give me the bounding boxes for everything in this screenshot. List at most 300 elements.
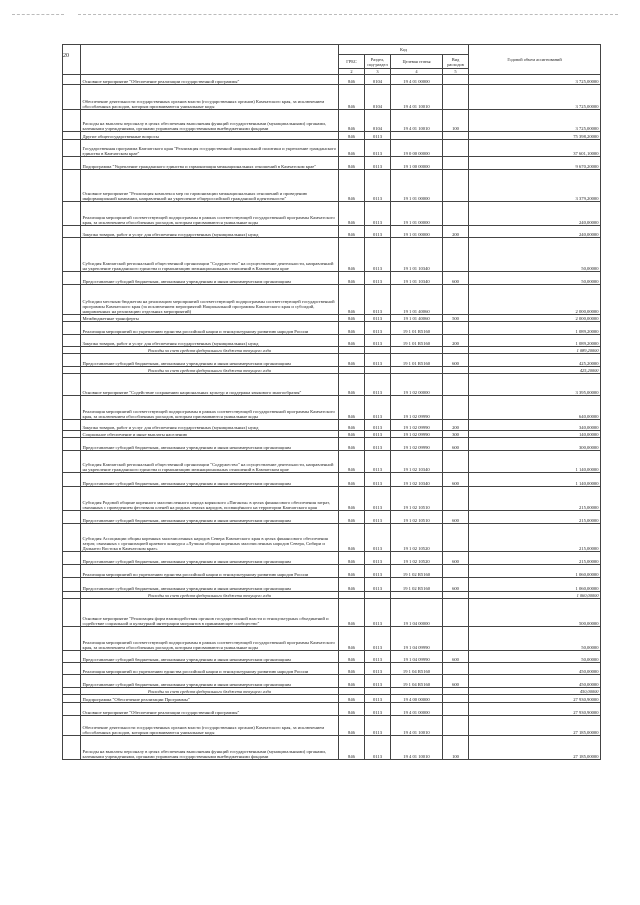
amount-cell: 340,00000 bbox=[469, 420, 601, 431]
expense-type-cell bbox=[443, 396, 469, 420]
item-name-cell: Межбюджетные трансферты bbox=[81, 315, 339, 322]
grbs-cell: 846 bbox=[339, 627, 365, 651]
section-cell: 0113 bbox=[365, 315, 391, 322]
spacer-cell bbox=[63, 565, 81, 578]
grbs-cell: 846 bbox=[339, 85, 365, 110]
table-row bbox=[63, 487, 601, 511]
expense-type-cell bbox=[443, 75, 469, 85]
section-cell: 0113 bbox=[365, 675, 391, 688]
spacer-cell bbox=[63, 552, 81, 565]
table-row bbox=[63, 354, 601, 367]
budget-table bbox=[62, 44, 601, 760]
amount-cell: 27 930,90000 bbox=[469, 695, 601, 703]
target-article-cell bbox=[391, 347, 443, 354]
item-name-cell: Расходы за счет средств федерального бюджета текущего года bbox=[81, 347, 339, 354]
table-row bbox=[63, 663, 601, 675]
grbs-cell: 846 bbox=[339, 565, 365, 578]
table-row bbox=[63, 420, 601, 431]
section-cell: 0113 bbox=[365, 322, 391, 335]
table-row bbox=[63, 315, 601, 322]
target-article-cell: 19 1 02 10510 bbox=[391, 487, 443, 511]
amount-cell: 640,00000 bbox=[469, 396, 601, 420]
spacer-cell bbox=[63, 347, 81, 354]
item-name-cell: Основное мероприятие "Обеспечение реализации государственной программы" bbox=[81, 75, 339, 85]
target-article-cell: 19 1 02 09990 bbox=[391, 420, 443, 431]
expense-type-cell: 300 bbox=[443, 431, 469, 438]
spacer-cell bbox=[63, 140, 81, 157]
section-cell: 0113 bbox=[365, 663, 391, 675]
index-cell: 4 bbox=[391, 69, 443, 75]
table-row bbox=[63, 695, 601, 703]
page-number: 20 bbox=[63, 53, 69, 59]
spacer-cell bbox=[63, 157, 81, 170]
item-name-cell: Обеспечение деятельности государственных органов власти (государственных органов) Камчатского края, за исключением обособленных расходов, которым присваиваются уникальные коды bbox=[81, 716, 339, 736]
expense-type-cell: 600 bbox=[443, 578, 469, 592]
expense-type-cell bbox=[443, 716, 469, 736]
item-name-cell: Предоставление субсидий бюджетным, автономным учреждениям и иным некоммерческим организациям bbox=[81, 675, 339, 688]
target-article-cell: 19 1 02 R5160 bbox=[391, 578, 443, 592]
spacer-cell bbox=[63, 170, 81, 202]
index-cell: 3 bbox=[365, 69, 391, 75]
section-cell: 0113 bbox=[365, 354, 391, 367]
target-article-cell: 19 4 01 10010 bbox=[391, 110, 443, 132]
spacer-cell bbox=[63, 663, 81, 675]
amount-cell: 27 185,00000 bbox=[469, 716, 601, 736]
table-row bbox=[63, 157, 601, 170]
grbs-cell: 846 bbox=[339, 578, 365, 592]
grbs-cell bbox=[339, 688, 365, 695]
item-name-cell: Реализация мероприятий соответствующей подпрограммы в рамках соответствующей государственной программы Камчатского края, за исключением обособленных расходов, которым присваиваются уникальные коды bbox=[81, 202, 339, 226]
section-cell: 0113 bbox=[365, 599, 391, 627]
expense-type-cell: 600 bbox=[443, 675, 469, 688]
expense-type-cell: 200 bbox=[443, 420, 469, 431]
grbs-cell: 846 bbox=[339, 703, 365, 716]
expense-type-cell bbox=[443, 524, 469, 552]
target-article-cell: 19 1 04 09990 bbox=[391, 627, 443, 651]
item-name-cell: Реализация мероприятий по укреплению единства российской нации и этнокультурному развитию народов России bbox=[81, 565, 339, 578]
amount-cell: 27 930,90000 bbox=[469, 703, 601, 716]
item-name-cell: Субсидии местным бюджетам на реализацию мероприятий соответствующей подпрограммы соответствующей государственной программы Камчатского края (за исключением мероприятий Национальной программы Камчатского края и субсидий, направленных на реализацию отдельных мероприятий) bbox=[81, 285, 339, 315]
table-row bbox=[63, 599, 601, 627]
target-article-cell: 19 1 01 00000 bbox=[391, 202, 443, 226]
expense-type-cell: 600 bbox=[443, 473, 469, 487]
grbs-cell: 846 bbox=[339, 374, 365, 396]
expense-type-cell bbox=[443, 285, 469, 315]
section-cell: 0104 bbox=[365, 75, 391, 85]
item-name-cell: Государственная программа Камчатского края "Реализация государственной национальной политики и укрепление гражданского единства в Камчатском крае" bbox=[81, 140, 339, 157]
table-row bbox=[63, 170, 601, 202]
table-row bbox=[63, 272, 601, 285]
spacer-cell bbox=[63, 675, 81, 688]
table-row bbox=[63, 132, 601, 140]
amount-cell: 215,00000 bbox=[469, 511, 601, 524]
grbs-cell: 846 bbox=[339, 132, 365, 140]
item-name-cell: Предоставление субсидий бюджетным, автономным учреждениям и иным некоммерческим организациям bbox=[81, 473, 339, 487]
item-name-cell: Реализация мероприятий по укреплению единства российской нации и этнокультурному развитию народов России bbox=[81, 663, 339, 675]
spacer-cell bbox=[63, 420, 81, 431]
target-column-header: Целевая статья bbox=[391, 55, 443, 69]
item-name-cell: Расходы за счет средств федерального бюджета текущего года bbox=[81, 688, 339, 695]
target-article-cell: 19 1 01 R5160 bbox=[391, 322, 443, 335]
item-name-cell: Расходы на выплаты персоналу в целях обеспечения выполнения функций государственными (муниципальными) органами, казенными учреждениями, органами управления государственными внебюджетными фондами bbox=[81, 736, 339, 760]
amount-cell: 2 000,00000 bbox=[469, 285, 601, 315]
target-article-cell: 19 1 04 09990 bbox=[391, 651, 443, 663]
grbs-cell: 846 bbox=[339, 524, 365, 552]
grbs-cell: 846 bbox=[339, 451, 365, 473]
section-cell: 0104 bbox=[365, 85, 391, 110]
top-divider-left bbox=[12, 14, 64, 15]
section-cell: 0113 bbox=[365, 703, 391, 716]
target-article-cell: 19 1 02 09990 bbox=[391, 431, 443, 438]
item-name-cell: Закупка товаров, работ и услуг для обеспечения государственных (муниципальных) нужд bbox=[81, 420, 339, 431]
table-row bbox=[63, 552, 601, 565]
section-cell: 0104 bbox=[365, 110, 391, 132]
target-article-cell: 19 1 04 R5160 bbox=[391, 675, 443, 688]
table-row bbox=[63, 451, 601, 473]
section-cell: 0113 bbox=[365, 170, 391, 202]
grbs-cell: 846 bbox=[339, 238, 365, 272]
amount-cell: 215,00000 bbox=[469, 552, 601, 565]
expense-type-cell: 200 bbox=[443, 226, 469, 238]
section-cell bbox=[365, 592, 391, 599]
item-name-cell: Подпрограмма "Обеспечение реализации Программы" bbox=[81, 695, 339, 703]
spacer-cell bbox=[63, 627, 81, 651]
target-article-cell: 19 4 01 10010 bbox=[391, 736, 443, 760]
spacer-cell bbox=[63, 578, 81, 592]
expense-type-cell bbox=[443, 85, 469, 110]
amount-column-header: Годовой объем ассигнований bbox=[469, 45, 601, 75]
table-row bbox=[63, 85, 601, 110]
grbs-cell: 846 bbox=[339, 335, 365, 347]
expense-type-cell bbox=[443, 374, 469, 396]
expense-type-cell bbox=[443, 627, 469, 651]
grbs-cell: 846 bbox=[339, 396, 365, 420]
table-row bbox=[63, 688, 601, 695]
expense-type-cell: 200 bbox=[443, 335, 469, 347]
item-name-cell: Закупка товаров, работ и услуг для обеспечения государственных (муниципальных) нужд bbox=[81, 335, 339, 347]
table-row bbox=[63, 651, 601, 663]
amount-cell: 1 089,20000 bbox=[469, 335, 601, 347]
expense-type-cell: 500 bbox=[443, 315, 469, 322]
section-cell: 0113 bbox=[365, 578, 391, 592]
spacer-cell bbox=[63, 315, 81, 322]
section-cell: 0113 bbox=[365, 487, 391, 511]
target-article-cell: 19 1 00 00000 bbox=[391, 157, 443, 170]
spacer-cell bbox=[63, 75, 81, 85]
table-row bbox=[63, 396, 601, 420]
target-article-cell bbox=[391, 367, 443, 374]
grbs-cell: 846 bbox=[339, 110, 365, 132]
expense-column-header: Вид расходов bbox=[443, 55, 469, 69]
amount-cell: 1 089,20000 bbox=[469, 322, 601, 335]
grbs-cell: 846 bbox=[339, 431, 365, 438]
target-article-cell: 19 1 02 10520 bbox=[391, 524, 443, 552]
section-cell: 0113 bbox=[365, 511, 391, 524]
item-name-cell: Другие общегосударственные вопросы bbox=[81, 132, 339, 140]
target-article-cell bbox=[391, 592, 443, 599]
grbs-cell: 846 bbox=[339, 75, 365, 85]
table-row bbox=[63, 511, 601, 524]
target-article-cell bbox=[391, 132, 443, 140]
grbs-cell: 846 bbox=[339, 663, 365, 675]
target-article-cell: 19 1 02 10340 bbox=[391, 451, 443, 473]
item-name-cell: Субсидия Камчатской региональной общественной организации "Содружество" на осуществление деятельности, направленной на укрепление гражданского единства и гармонизацию межнациональных отношений в Камчатском крае bbox=[81, 451, 339, 473]
section-cell bbox=[365, 367, 391, 374]
amount-cell: 1 060,00000 bbox=[469, 592, 601, 599]
grbs-cell: 846 bbox=[339, 473, 365, 487]
spacer-cell bbox=[63, 511, 81, 524]
section-cell: 0113 bbox=[365, 451, 391, 473]
amount-cell: 3 379,20000 bbox=[469, 170, 601, 202]
amount-cell: 50,00000 bbox=[469, 272, 601, 285]
target-article-cell: 19 1 04 R5160 bbox=[391, 663, 443, 675]
grbs-cell: 846 bbox=[339, 511, 365, 524]
table-row bbox=[63, 578, 601, 592]
index-cell: 5 bbox=[443, 69, 469, 75]
item-name-cell: Предоставление субсидий бюджетным, автономным учреждениям и иным некоммерческим организациям bbox=[81, 272, 339, 285]
item-name-cell: Основное мероприятие "Реализация комплекса мер по гармонизации межнациональных отношений и проведению информационной кампании, направленной на укрепление общероссийской гражданской идентичности" bbox=[81, 170, 339, 202]
section-cell: 0113 bbox=[365, 473, 391, 487]
amount-cell: 500,00000 bbox=[469, 599, 601, 627]
target-article-cell: 19 1 02 09990 bbox=[391, 396, 443, 420]
grbs-cell: 846 bbox=[339, 552, 365, 565]
section-cell: 0113 bbox=[365, 565, 391, 578]
target-article-cell bbox=[391, 688, 443, 695]
item-name-cell: Субсидия Камчатской региональной общественной организации "Содружество" на осуществление деятельности, направленной на укрепление гражданского единства и гармонизацию межнациональных отношений в Камчатском крае bbox=[81, 238, 339, 272]
expense-type-cell bbox=[443, 703, 469, 716]
spacer-cell bbox=[63, 438, 81, 451]
expense-type-cell bbox=[443, 695, 469, 703]
target-article-cell: 19 1 01 10340 bbox=[391, 238, 443, 272]
target-article-cell: 19 1 02 10520 bbox=[391, 552, 443, 565]
spacer-cell bbox=[63, 688, 81, 695]
section-cell: 0113 bbox=[365, 374, 391, 396]
expense-type-cell: 100 bbox=[443, 736, 469, 760]
expense-type-cell bbox=[443, 157, 469, 170]
spacer-cell bbox=[63, 695, 81, 703]
section-cell: 0113 bbox=[365, 335, 391, 347]
expense-type-cell bbox=[443, 322, 469, 335]
table-row bbox=[63, 473, 601, 487]
item-name-cell: Предоставление субсидий бюджетным, автономным учреждениям и иным некоммерческим организациям bbox=[81, 651, 339, 663]
expense-type-cell bbox=[443, 140, 469, 157]
item-name-cell: Предоставление субсидий бюджетным, автономным учреждениям и иным некоммерческим организациям bbox=[81, 354, 339, 367]
amount-cell: 75 398,20000 bbox=[469, 132, 601, 140]
target-article-cell: 19 1 01 10340 bbox=[391, 272, 443, 285]
amount-cell: 140,00000 bbox=[469, 431, 601, 438]
spacer-cell bbox=[63, 451, 81, 473]
target-article-cell: 19 1 01 R5160 bbox=[391, 354, 443, 367]
expense-type-cell bbox=[443, 170, 469, 202]
grbs-cell: 846 bbox=[339, 438, 365, 451]
grbs-cell: 846 bbox=[339, 157, 365, 170]
table-row bbox=[63, 592, 601, 599]
target-article-cell: 19 4 01 10010 bbox=[391, 85, 443, 110]
table-row bbox=[63, 285, 601, 315]
amount-cell: 450,00000 bbox=[469, 688, 601, 695]
spacer-cell bbox=[63, 110, 81, 132]
table-row bbox=[63, 140, 601, 157]
grbs-cell: 846 bbox=[339, 202, 365, 226]
target-article-cell: 19 1 01 40060 bbox=[391, 285, 443, 315]
expense-type-cell bbox=[443, 347, 469, 354]
spacer-cell bbox=[63, 335, 81, 347]
target-article-cell: 19 1 04 00000 bbox=[391, 599, 443, 627]
spacer-cell bbox=[63, 285, 81, 315]
spacer-cell bbox=[63, 524, 81, 552]
spacer-cell bbox=[63, 736, 81, 760]
amount-cell: 215,00000 bbox=[469, 487, 601, 511]
section-cell: 0113 bbox=[365, 272, 391, 285]
spacer-cell bbox=[63, 703, 81, 716]
amount-cell: 300,00000 bbox=[469, 438, 601, 451]
spacer-cell bbox=[63, 354, 81, 367]
section-cell: 0113 bbox=[365, 736, 391, 760]
amount-cell: 3 725,00000 bbox=[469, 75, 601, 85]
spacer-cell bbox=[63, 716, 81, 736]
item-name-cell: Реализация мероприятий соответствующей подпрограммы в рамках соответствующей государственной программы Камчатского края, за исключением обособленных расходов, которым присваиваются уникальные коды bbox=[81, 396, 339, 420]
spacer-cell bbox=[63, 592, 81, 599]
amount-cell: 27 185,00000 bbox=[469, 736, 601, 760]
target-article-cell: 19 1 02 10510 bbox=[391, 511, 443, 524]
grbs-cell: 846 bbox=[339, 285, 365, 315]
table-row bbox=[63, 431, 601, 438]
section-cell: 0113 bbox=[365, 202, 391, 226]
spacer-cell bbox=[63, 374, 81, 396]
expense-type-cell bbox=[443, 592, 469, 599]
expense-type-cell: 600 bbox=[443, 651, 469, 663]
table-row bbox=[63, 335, 601, 347]
table-row bbox=[63, 703, 601, 716]
grbs-cell: 846 bbox=[339, 487, 365, 511]
table-row bbox=[63, 367, 601, 374]
expense-type-cell bbox=[443, 238, 469, 272]
table-row bbox=[63, 374, 601, 396]
item-name-cell: Предоставление субсидий бюджетным, автономным учреждениям и иным некоммерческим организациям bbox=[81, 511, 339, 524]
section-cell: 0113 bbox=[365, 396, 391, 420]
item-name-cell: Субсидия Ассоциации общин коренных малочисленных народов Севера Камчатского края в целях финансового обеспечения затрат, связанных с организацией краевого конкурса «Лучшая община коренных малочисленных народов Севера, Сибири и Дальнего Востока в Камчатском крае» bbox=[81, 524, 339, 552]
grbs-cell: 846 bbox=[339, 651, 365, 663]
spacer-cell bbox=[63, 85, 81, 110]
item-name-cell: Закупка товаров, работ и услуг для обеспечения государственных (муниципальных) нужд bbox=[81, 226, 339, 238]
table-row bbox=[63, 110, 601, 132]
target-article-cell: 19 1 01 00000 bbox=[391, 170, 443, 202]
grbs-cell: 846 bbox=[339, 736, 365, 760]
page-number-cell bbox=[63, 45, 81, 75]
spacer-cell bbox=[63, 226, 81, 238]
section-cell: 0113 bbox=[365, 627, 391, 651]
section-cell bbox=[365, 347, 391, 354]
amount-cell: 450,00000 bbox=[469, 663, 601, 675]
index-cell: 2 bbox=[339, 69, 365, 75]
target-article-cell: 19 1 02 09990 bbox=[391, 438, 443, 451]
spacer-cell bbox=[63, 238, 81, 272]
grbs-cell: 846 bbox=[339, 140, 365, 157]
grbs-cell bbox=[339, 367, 365, 374]
table-row bbox=[63, 202, 601, 226]
code-group-header: Код bbox=[339, 45, 469, 55]
table-row bbox=[63, 438, 601, 451]
target-article-cell: 19 4 01 00000 bbox=[391, 703, 443, 716]
expense-type-cell bbox=[443, 367, 469, 374]
expense-type-cell bbox=[443, 599, 469, 627]
item-name-cell: Расходы на выплаты персоналу в целях обеспечения выполнения функций государственными (муниципальными) органами, казенными учреждениями, органами управления государственными внебюджетными фондами bbox=[81, 110, 339, 132]
amount-cell: 450,00000 bbox=[469, 675, 601, 688]
spacer-cell bbox=[63, 132, 81, 140]
amount-cell: 1 060,00000 bbox=[469, 578, 601, 592]
grbs-cell: 846 bbox=[339, 272, 365, 285]
amount-cell: 50,00000 bbox=[469, 627, 601, 651]
section-cell: 0113 bbox=[365, 226, 391, 238]
section-cell: 0113 bbox=[365, 285, 391, 315]
item-name-cell: Основное мероприятие "Содействие сохранению национальных культур и поддержка языкового многообразия" bbox=[81, 374, 339, 396]
section-cell: 0113 bbox=[365, 140, 391, 157]
section-column-header: Раздел, под-раздел bbox=[365, 55, 391, 69]
item-name-cell: Предоставление субсидий бюджетным, автономным учреждениям и иным некоммерческим организациям bbox=[81, 578, 339, 592]
spacer-cell bbox=[63, 651, 81, 663]
grbs-cell: 846 bbox=[339, 170, 365, 202]
amount-cell: 9 670,20000 bbox=[469, 157, 601, 170]
table-row bbox=[63, 627, 601, 651]
item-name-cell: Расходы за счет средств федерального бюджета текущего года bbox=[81, 592, 339, 599]
table-row bbox=[63, 565, 601, 578]
amount-cell: 3 725,00000 bbox=[469, 85, 601, 110]
amount-cell: 50,00000 bbox=[469, 238, 601, 272]
grbs-cell: 846 bbox=[339, 322, 365, 335]
expense-type-cell bbox=[443, 663, 469, 675]
section-cell: 0113 bbox=[365, 132, 391, 140]
section-cell: 0113 bbox=[365, 716, 391, 736]
section-cell: 0113 bbox=[365, 695, 391, 703]
target-article-cell: 19 0 00 00000 bbox=[391, 140, 443, 157]
amount-cell: 1 060,00000 bbox=[469, 565, 601, 578]
amount-cell: 1 089,20000 bbox=[469, 347, 601, 354]
grbs-cell: 846 bbox=[339, 315, 365, 322]
grbs-cell bbox=[339, 347, 365, 354]
expense-type-cell bbox=[443, 132, 469, 140]
grbs-cell: 846 bbox=[339, 675, 365, 688]
item-name-cell: Предоставление субсидий бюджетным, автономным учреждениям и иным некоммерческим организациям bbox=[81, 552, 339, 565]
section-cell: 0113 bbox=[365, 651, 391, 663]
expense-type-cell: 100 bbox=[443, 110, 469, 132]
amount-cell: 3 725,00000 bbox=[469, 110, 601, 132]
expense-type-cell: 600 bbox=[443, 272, 469, 285]
table-row bbox=[63, 675, 601, 688]
section-cell: 0113 bbox=[365, 157, 391, 170]
expense-type-cell bbox=[443, 565, 469, 578]
spacer-cell bbox=[63, 396, 81, 420]
table-row bbox=[63, 238, 601, 272]
spacer-cell bbox=[63, 599, 81, 627]
table-row bbox=[63, 716, 601, 736]
expense-type-cell: 600 bbox=[443, 511, 469, 524]
item-name-cell: Реализация мероприятий по укреплению единства российской нации и этнокультурному развитию народов России bbox=[81, 322, 339, 335]
target-article-cell: 19 1 02 00000 bbox=[391, 374, 443, 396]
table-row bbox=[63, 736, 601, 760]
section-cell: 0113 bbox=[365, 524, 391, 552]
target-article-cell: 19 1 01 R5160 bbox=[391, 335, 443, 347]
table-row bbox=[63, 322, 601, 335]
top-divider-right bbox=[78, 14, 618, 15]
expense-type-cell bbox=[443, 688, 469, 695]
item-name-cell: Обеспечение деятельности государственных органов власти (государственных органов) Камчатского края, за исключением обособленных расходов, которым присваиваются уникальные коды bbox=[81, 85, 339, 110]
spacer-cell bbox=[63, 202, 81, 226]
expense-type-cell: 600 bbox=[443, 438, 469, 451]
section-cell bbox=[365, 688, 391, 695]
section-cell: 0113 bbox=[365, 438, 391, 451]
amount-cell: 3 395,00000 bbox=[469, 374, 601, 396]
grbs-cell: 846 bbox=[339, 716, 365, 736]
